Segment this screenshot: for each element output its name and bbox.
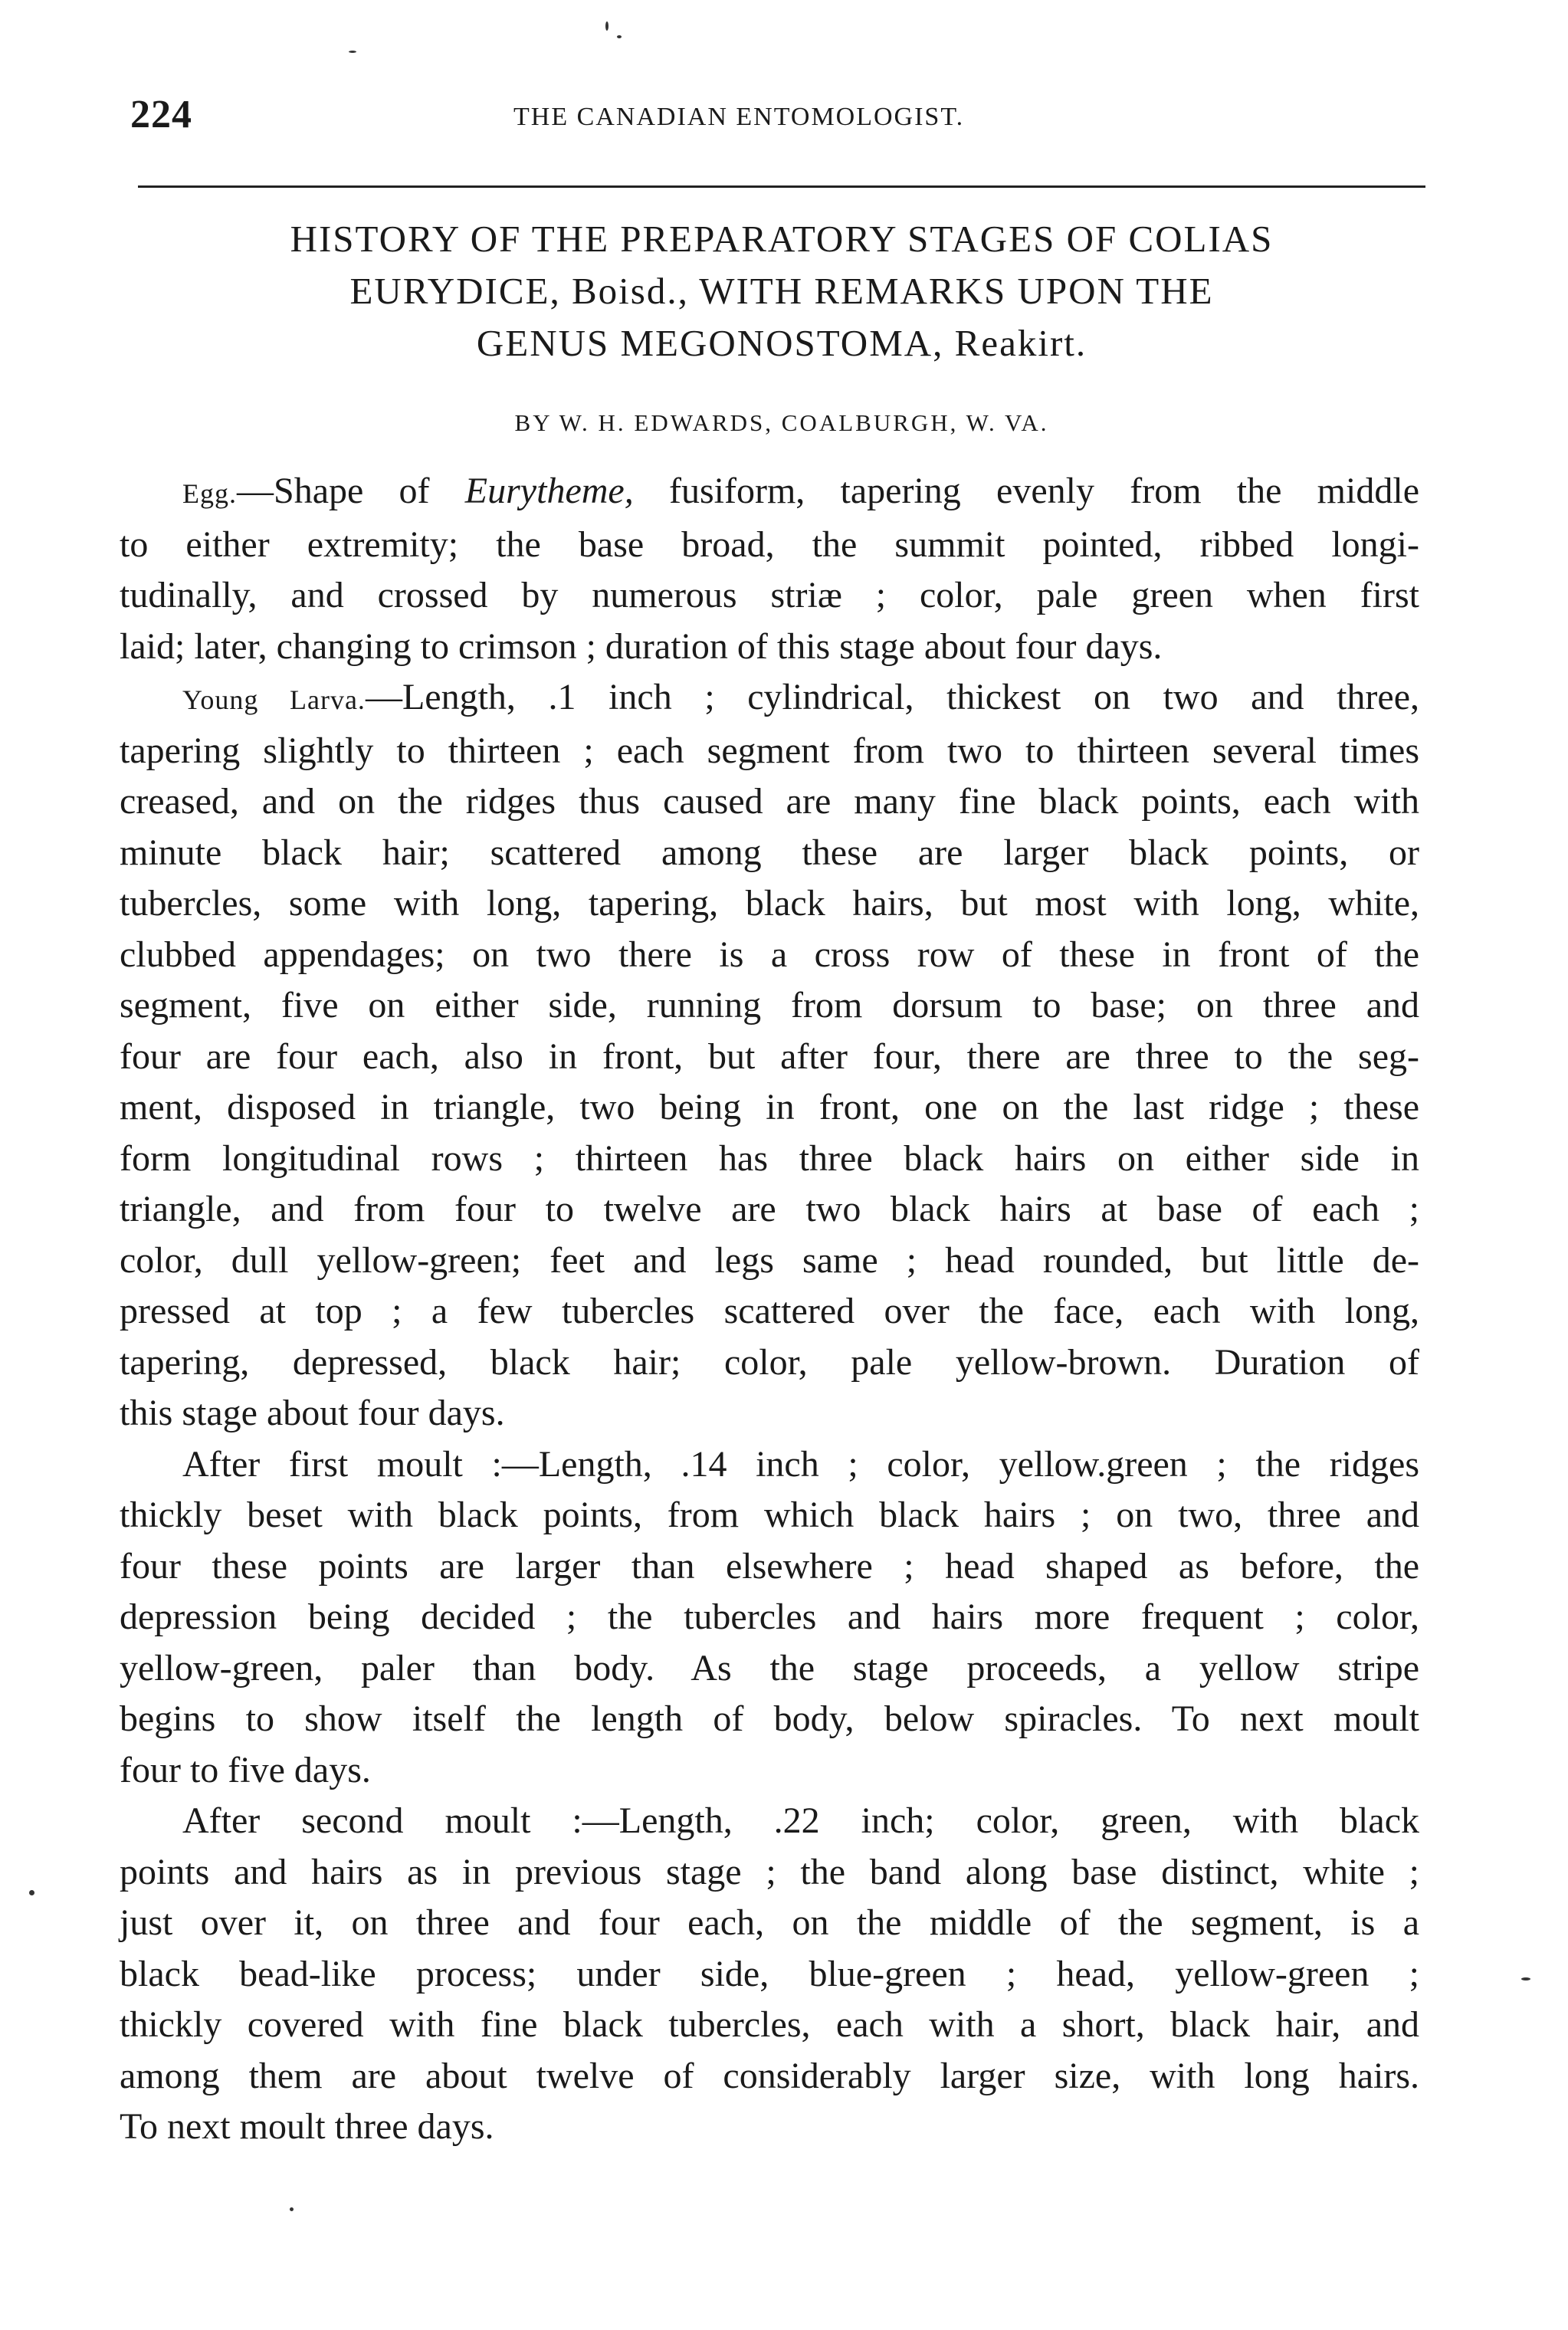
text-line — [120, 776, 1419, 828]
scan-speck — [290, 2207, 294, 2211]
paragraph-young-larva — [120, 672, 1419, 1439]
line-text: ment, disposed in triangle, two being in front, one on the last ridge ; these — [120, 1087, 1419, 1127]
text-line — [120, 2000, 1419, 2051]
text-line — [120, 1286, 1419, 1337]
text-line — [120, 2102, 1419, 2153]
line-text: thickly beset with black points, from which black hairs ; on two, three and — [120, 1495, 1419, 1535]
text-line — [120, 1898, 1419, 1949]
text-line — [120, 980, 1419, 1032]
line-text: After second moult :—Length, .22 inch; color, green, with black — [182, 1800, 1419, 1841]
paragraph-second-moult — [120, 1796, 1419, 2153]
text-line — [120, 1490, 1419, 1541]
text-line — [120, 1236, 1419, 1287]
line-text: clubbed appendages; on two there is a cross row of these in front of the — [120, 934, 1419, 975]
author-byline: BY W. H. EDWARDS, COALBURGH, W. VA. — [514, 409, 1049, 436]
text-line — [120, 1847, 1419, 1898]
text-line — [120, 1337, 1419, 1389]
scan-speck — [617, 35, 622, 38]
paragraph-first-moult — [120, 1439, 1419, 1797]
line-text: tubercles, some with long, tapering, black hairs, but most with long, white, — [120, 883, 1419, 924]
line-text: black bead-like process; under side, blue-green ; head, yellow-green ; — [120, 1953, 1419, 1994]
line-text: segment, five on either side, running from dorsum to base; on three and — [120, 985, 1419, 1026]
text-line — [120, 1541, 1419, 1593]
text-line — [120, 622, 1419, 673]
line-text: this stage about four days. — [120, 1393, 505, 1433]
text-line — [120, 1439, 1419, 1491]
text-line — [120, 672, 1419, 726]
line-text: to either extremity; the base broad, the summit pointed, ribbed longi- — [120, 523, 1419, 565]
line-text: yellow-green, paler than body. As the stage proceeds, a yellow stripe — [120, 1647, 1419, 1688]
line-text: form longitudinal rows ; thirteen has three black hairs on either side in — [120, 1137, 1419, 1179]
run-in-heading: Young Larva. — [182, 684, 366, 715]
line-text: To next moult three days. — [120, 2106, 494, 2147]
text-line — [120, 1184, 1419, 1236]
text-line — [120, 570, 1419, 622]
text-line — [120, 1592, 1419, 1643]
running-head — [123, 92, 1425, 146]
text-line — [120, 520, 1419, 571]
text-line — [120, 1388, 1419, 1439]
line-text: fusiform, tapering evenly from the middle — [633, 471, 1419, 511]
article-body — [120, 466, 1419, 2153]
text-line — [120, 1134, 1419, 1185]
text-line — [120, 466, 1419, 520]
scan-speck — [1521, 1977, 1530, 1980]
line-text: triangle, and from four to twelve are two black hairs at base of each ; — [120, 1189, 1419, 1229]
scan-speck — [349, 51, 356, 53]
line-text: tapering slightly to thirteen ; each segment from two to thirteen several times — [120, 730, 1419, 771]
line-text: —Shape of — [237, 471, 465, 511]
text-line — [120, 726, 1419, 777]
header-rule — [138, 185, 1425, 188]
page-number: 224 — [130, 93, 192, 136]
run-in-heading: Egg. — [182, 478, 237, 509]
line-text: minute black hair; scattered among these are larger black points, or — [120, 832, 1419, 873]
italic-term: Eurytheme, — [464, 471, 634, 511]
line-text: four to five days. — [120, 1749, 371, 1790]
text-line — [120, 828, 1419, 879]
line-text: laid; later, changing to crimson ; duration of this stage about four days. — [120, 625, 1163, 667]
line-text: pressed at top ; a few tubercles scattered over the face, each with long, — [120, 1291, 1419, 1331]
line-text: After first moult :—Length, .14 inch ; color, yellow.green ; the ridges — [182, 1443, 1419, 1485]
text-line — [120, 1745, 1419, 1797]
text-line — [120, 2051, 1419, 2102]
text-line — [120, 878, 1419, 930]
line-text: among them are about twelve of considerably larger size, with long hairs. — [120, 2055, 1419, 2096]
line-text: four these points are larger than elsewhere ; head shaped as before, the — [120, 1545, 1419, 1587]
title-line: HISTORY OF THE PREPARATORY STAGES OF COLIAS — [290, 218, 1274, 260]
title-line: GENUS MEGONOSTOMA, Reakirt. — [476, 322, 1087, 364]
line-text: just over it, on three and four each, on the middle of the segment, is a — [120, 1902, 1419, 1943]
line-text: tudinally, and crossed by numerous striæ ; color, pale green when first — [120, 575, 1419, 615]
line-text: tapering, depressed, black hair; color, pale yellow-brown. Duration of — [120, 1341, 1419, 1383]
text-line — [120, 1032, 1419, 1083]
line-text: thickly covered with fine black tubercles, each with a short, black hair, and — [120, 2004, 1419, 2045]
paragraph-egg — [120, 466, 1419, 672]
title-line: EURYDICE, Boisd., WITH REMARKS UPON THE — [349, 270, 1214, 312]
line-text: creased, and on the ridges thus caused are many fine black points, each with — [120, 781, 1419, 822]
line-text: points and hairs as in previous stage ; the band along base distinct, white ; — [120, 1851, 1419, 1892]
text-line — [120, 1082, 1419, 1134]
journal-title: THE CANADIAN ENTOMOLOGIST. — [513, 103, 965, 131]
line-text: color, dull yellow-green; feet and legs same ; head rounded, but little de- — [120, 1239, 1419, 1281]
line-text: begins to show itself the length of body, below spiracles. To next moult — [120, 1698, 1419, 1739]
scan-speck — [605, 21, 609, 31]
text-line — [120, 930, 1419, 981]
text-line — [120, 1949, 1419, 2000]
line-text: depression being decided ; the tubercles and hairs more frequent ; color, — [120, 1597, 1419, 1637]
text-line — [120, 1643, 1419, 1695]
text-line — [120, 1796, 1419, 1847]
text-line — [120, 1694, 1419, 1745]
line-text: four are four each, also in front, but after four, there are three to the seg- — [120, 1035, 1419, 1077]
scan-speck — [29, 1890, 34, 1895]
article-title — [153, 213, 1410, 369]
line-text: —Length, .1 inch ; cylindrical, thickest on two and three, — [365, 677, 1419, 717]
